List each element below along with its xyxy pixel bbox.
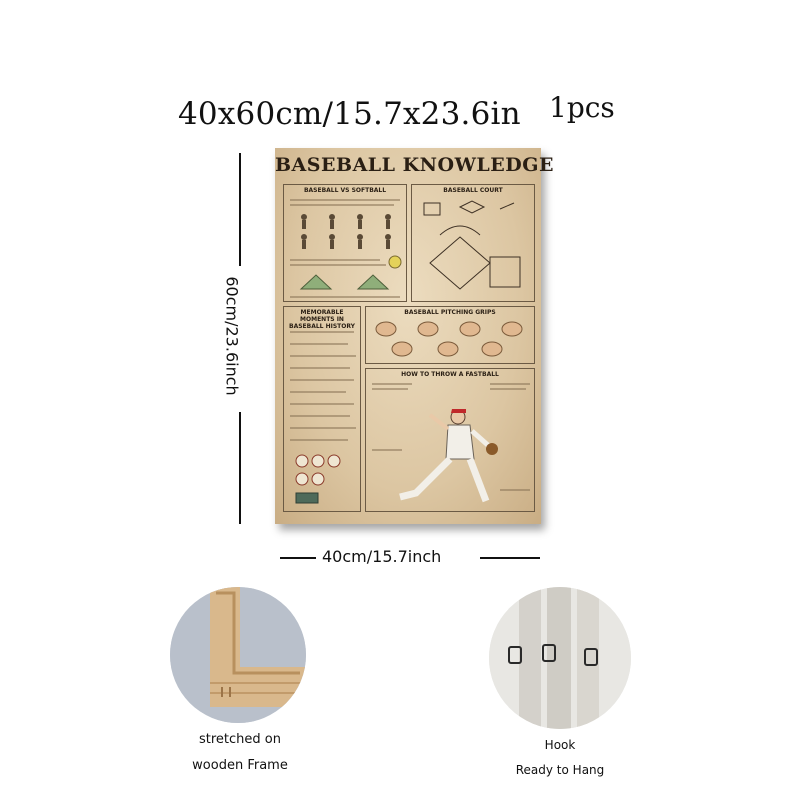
- player-figures-illustration: [294, 211, 398, 251]
- size-title: 40x60cm/15.7x23.6in: [178, 96, 521, 132]
- width-dimension-line-left: [280, 557, 316, 559]
- height-dimension-line-top: [239, 153, 241, 266]
- hanging-hook-icon: [489, 587, 631, 729]
- wooden-frame-thumbnail: [170, 587, 306, 723]
- panel-title: MEMORABLE MOMENTS IN BASEBALL HISTORY: [289, 309, 355, 330]
- poster-canvas: [275, 148, 554, 524]
- panel-how-to-throw-fastball: [365, 368, 535, 512]
- field-diagrams: [296, 271, 396, 293]
- baseball-court-diagram: [420, 197, 528, 297]
- quantity-label: 1pcs: [549, 91, 615, 124]
- feature-caption-frame-line1: stretched on: [199, 732, 281, 747]
- panel-title: BASEBALL VS SOFTBALL: [303, 187, 387, 194]
- width-dimension-line-right: [480, 557, 540, 559]
- baseballs-illustration: [292, 451, 354, 507]
- softball-icon: [388, 255, 402, 269]
- feature-caption-frame-line2: wooden Frame: [192, 758, 288, 773]
- wooden-frame-corner-icon: [170, 587, 306, 723]
- panel-pitching-grips: [365, 306, 535, 364]
- panel-baseball-vs-softball: [283, 184, 407, 302]
- hook-thumbnail: [489, 587, 631, 729]
- width-dimension-label: 40cm/15.7inch: [322, 547, 442, 566]
- panel-title: HOW TO THROW A FASTBALL: [401, 371, 499, 378]
- panel-title: BASEBALL COURT: [443, 187, 503, 194]
- panel-baseball-court: [411, 184, 535, 302]
- panel-title: BASEBALL PITCHING GRIPS: [404, 309, 496, 316]
- feature-caption-hook-line1: Hook: [544, 738, 576, 752]
- pitching-grips-illustration: [372, 317, 530, 361]
- poster-title: BASEBALL KNOWLEDGE: [275, 154, 554, 176]
- feature-caption-hook-line2: Ready to Hang: [515, 763, 605, 777]
- pitcher-illustration: [386, 403, 516, 509]
- height-dimension-line-bottom: [239, 412, 241, 524]
- panel-memorable-moments: [283, 306, 361, 512]
- height-dimension-label: 60cm/23.6inch: [222, 276, 242, 396]
